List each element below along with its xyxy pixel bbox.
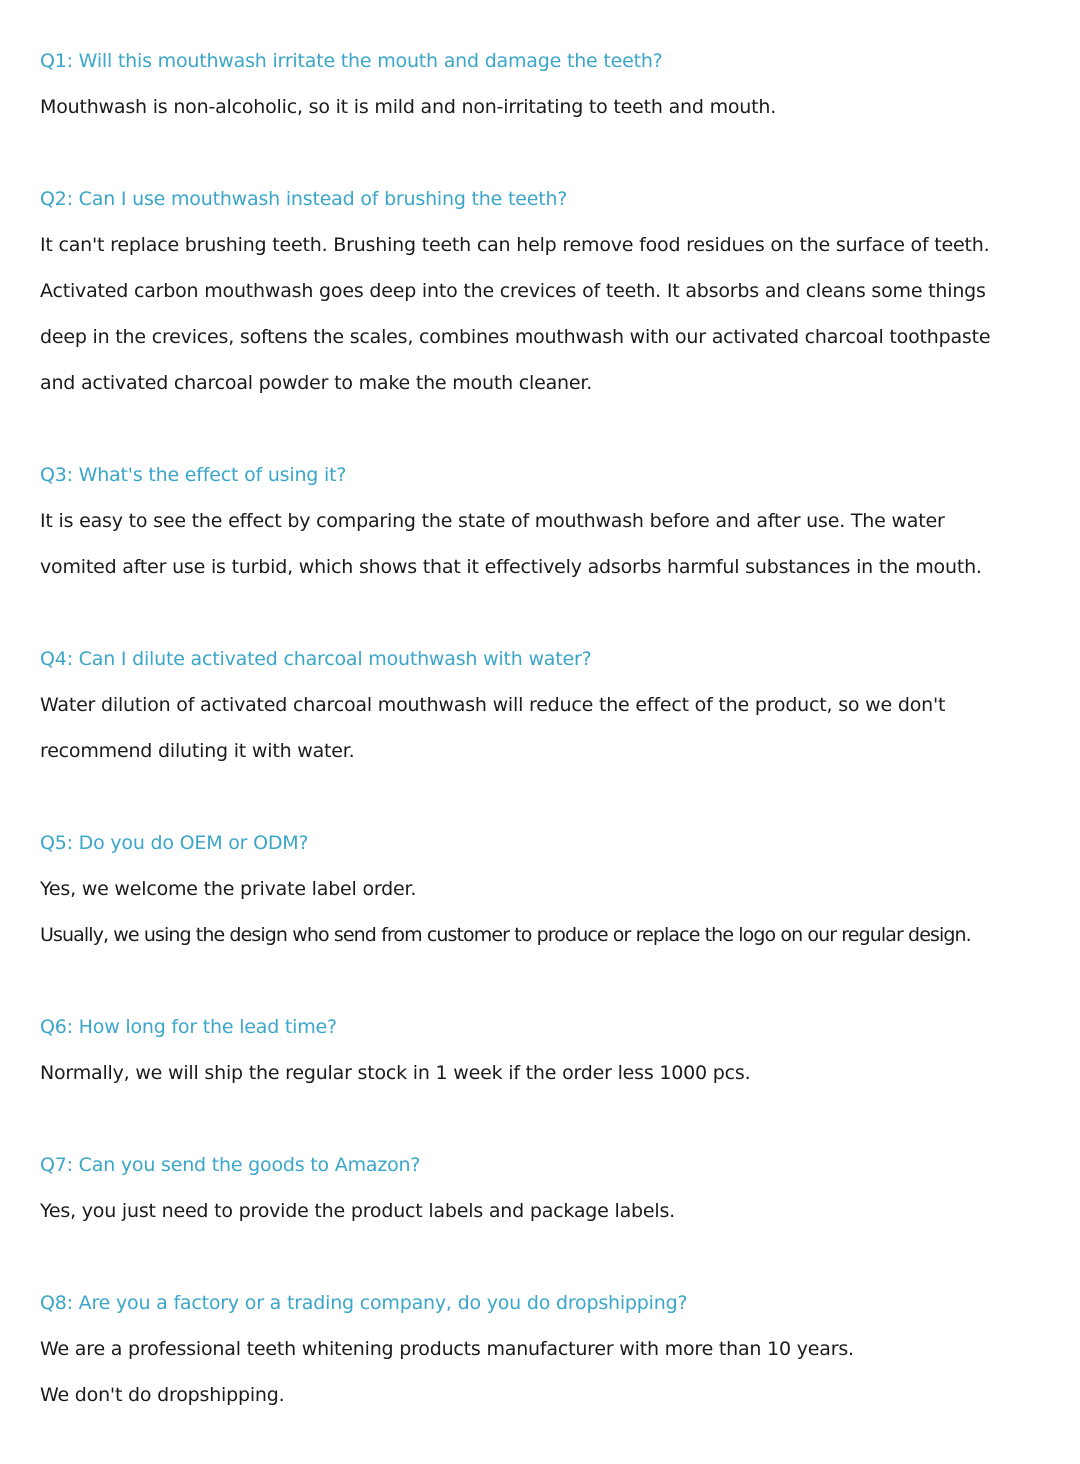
answer-line: Yes, we welcome the private label order.	[40, 878, 417, 900]
faq-answer	[40, 1326, 1070, 1418]
faq-item-q4	[40, 636, 1070, 774]
faq-item-q1	[40, 38, 1070, 130]
faq-question: Q1: Will this mouthwash irritate the mouth and damage the teeth?	[40, 50, 663, 72]
faq-question: Q8: Are you a factory or a trading company, do you do dropshipping?	[40, 1292, 688, 1314]
faq-item-q3	[40, 452, 1070, 590]
faq-answer	[40, 498, 1070, 590]
answer-line: Usually, we using the design who send from customer to produce or replace the logo on our regular design.	[40, 924, 971, 946]
faq-answer	[40, 222, 1070, 406]
answer-line: Normally, we will ship the regular stock in 1 week if the order less 1000 pcs.	[40, 1062, 751, 1084]
faq-answer	[40, 866, 1070, 958]
faq-list	[40, 38, 1070, 1464]
answer-line: We don't do dropshipping.	[40, 1384, 285, 1406]
faq-answer	[40, 682, 1070, 774]
faq-item-q5	[40, 820, 1070, 958]
faq-answer	[40, 84, 1070, 130]
answer-line: deep in the crevices, softens the scales, combines mouthwash with our activated charcoal toothpaste	[40, 326, 991, 348]
faq-answer	[40, 1188, 1070, 1234]
answer-line: Mouthwash is non-alcoholic, so it is mild and non-irritating to teeth and mouth.	[40, 96, 777, 118]
faq-item-q7	[40, 1142, 1070, 1234]
answer-line: recommend diluting it with water.	[40, 740, 355, 762]
faq-item-q8	[40, 1280, 1070, 1418]
answer-line: It can't replace brushing teeth. Brushing teeth can help remove food residues on the surface of teeth.	[40, 234, 990, 256]
answer-line: Water dilution of activated charcoal mouthwash will reduce the effect of the product, so we don't	[40, 694, 946, 716]
faq-question: Q6: How long for the lead time?	[40, 1016, 337, 1038]
answer-line: We are a professional teeth whitening products manufacturer with more than 10 years.	[40, 1338, 854, 1360]
faq-question: Q3: What's the effect of using it?	[40, 464, 347, 486]
faq-item-q6	[40, 1004, 1070, 1096]
answer-line: Yes, you just need to provide the product labels and package labels.	[40, 1200, 675, 1222]
answer-line: vomited after use is turbid, which shows that it effectively adsorbs harmful substances in the mouth.	[40, 556, 982, 578]
faq-item-q2	[40, 176, 1070, 406]
faq-question: Q5: Do you do OEM or ODM?	[40, 832, 309, 854]
answer-line: Activated carbon mouthwash goes deep into the crevices of teeth. It absorbs and cleans some things	[40, 280, 986, 302]
faq-question: Q7: Can you send the goods to Amazon?	[40, 1154, 421, 1176]
faq-answer	[40, 1050, 1070, 1096]
faq-question: Q2: Can I use mouthwash instead of brushing the teeth?	[40, 188, 568, 210]
answer-line: and activated charcoal powder to make the mouth cleaner.	[40, 372, 593, 394]
faq-question: Q4: Can I dilute activated charcoal mouthwash with water?	[40, 648, 592, 670]
answer-line: It is easy to see the effect by comparing the state of mouthwash before and after use. The water	[40, 510, 945, 532]
